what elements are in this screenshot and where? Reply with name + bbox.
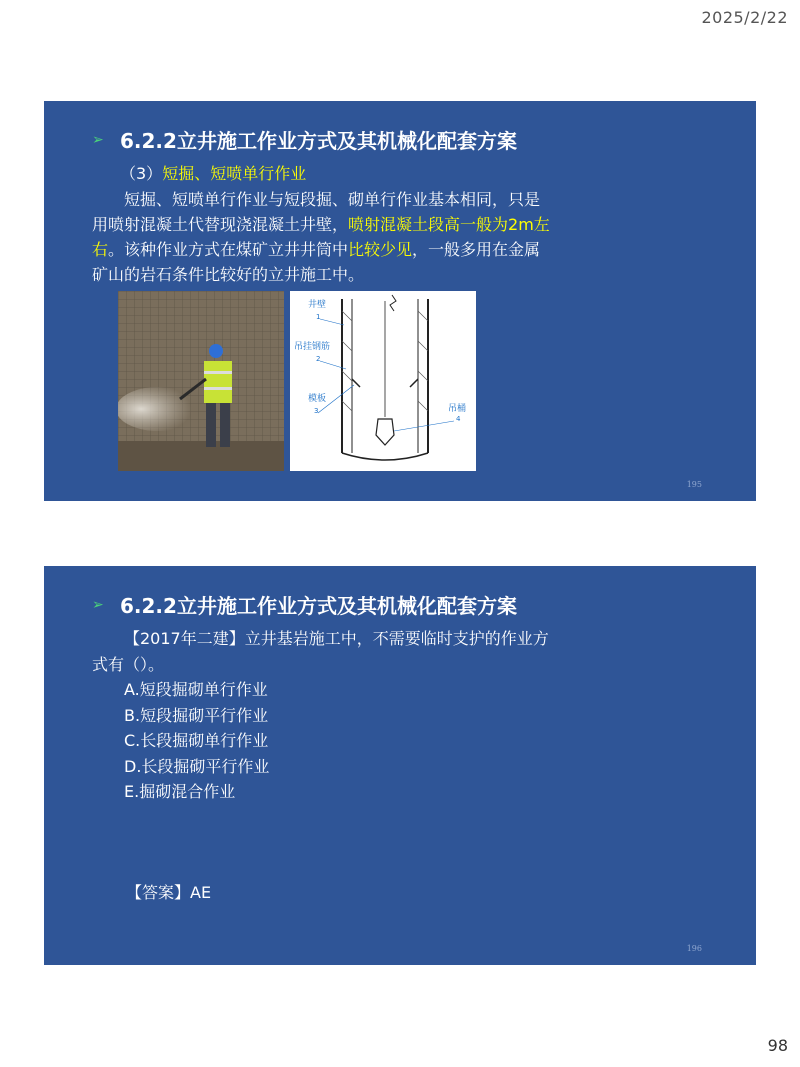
label-bucket: 吊桶 (448, 404, 467, 414)
answer-options (124, 677, 269, 805)
page-number: 98 (767, 1036, 788, 1055)
option-d: D.长段掘砌平行作业 (124, 756, 270, 776)
section-title: 短掘、短喷单行作业 (162, 164, 307, 183)
question-line-1: 【2017年二建】立井基岩施工中，不需要临时支护的作业方 (124, 629, 549, 648)
slide-title (92, 590, 517, 619)
paragraph-line-1: 短掘、短喷单行作业与短段掘、砌单行作业基本相同，只是 (124, 190, 541, 209)
highlight-span: 右 (92, 240, 109, 259)
slide-title-text: 6.2.2立井施工作业方式及其机械化配套方案 (120, 594, 517, 618)
label-rebar-num: 2 (316, 355, 321, 363)
option-a: A.短段掘砌单行作业 (124, 680, 268, 699)
highlight-span: 比较少见 (348, 240, 413, 259)
paragraph-line-4: 矿山的岩石条件比较好的立井施工中。 (92, 265, 365, 284)
text-span: ，一般多用在金属 (412, 240, 541, 259)
slide-195 (44, 101, 756, 501)
option-e: E.掘砌混合作业 (124, 782, 236, 801)
label-form-num: 3 (314, 407, 319, 415)
answer-text: 【答案】AE (126, 883, 212, 902)
label-form: 模板 (308, 394, 327, 404)
option-c: C.长段掘砌单行作业 (124, 731, 269, 750)
arrow-bullet-icon: ➢ (92, 131, 104, 148)
slide-196 (44, 566, 756, 965)
label-bucket-num: 4 (456, 415, 461, 423)
slide-title-text: 6.2.2立井施工作业方式及其机械化配套方案 (120, 129, 517, 153)
section-heading (120, 161, 306, 186)
paragraph-line-3 (92, 237, 540, 262)
slide-number: 195 (686, 480, 702, 489)
shaft-construction-diagram (290, 291, 476, 471)
text-span: 。该种作业方式在煤矿立井井筒中 (108, 240, 349, 259)
arrow-bullet-icon: ➢ (92, 596, 104, 613)
slide-number: 196 (686, 944, 702, 953)
section-number: （3） (120, 164, 163, 183)
shotcrete-worker-photo (118, 291, 284, 471)
label-rebar: 吊挂钢筋 (294, 342, 331, 352)
label-wall-num: 1 (316, 313, 321, 321)
option-b: B.短段掘砌平行作业 (124, 705, 269, 725)
text-span: 用喷射混凝土代替现浇混凝土井壁， (92, 215, 349, 234)
slide-title (92, 125, 517, 154)
highlight-span: 喷射混凝土段高一般为2m左 (348, 215, 550, 234)
question-line-2: 式有（）。 (92, 655, 165, 674)
label-wall: 井壁 (308, 300, 327, 310)
paragraph-line-2 (92, 212, 550, 237)
page-date: 2025/2/22 (701, 8, 788, 27)
